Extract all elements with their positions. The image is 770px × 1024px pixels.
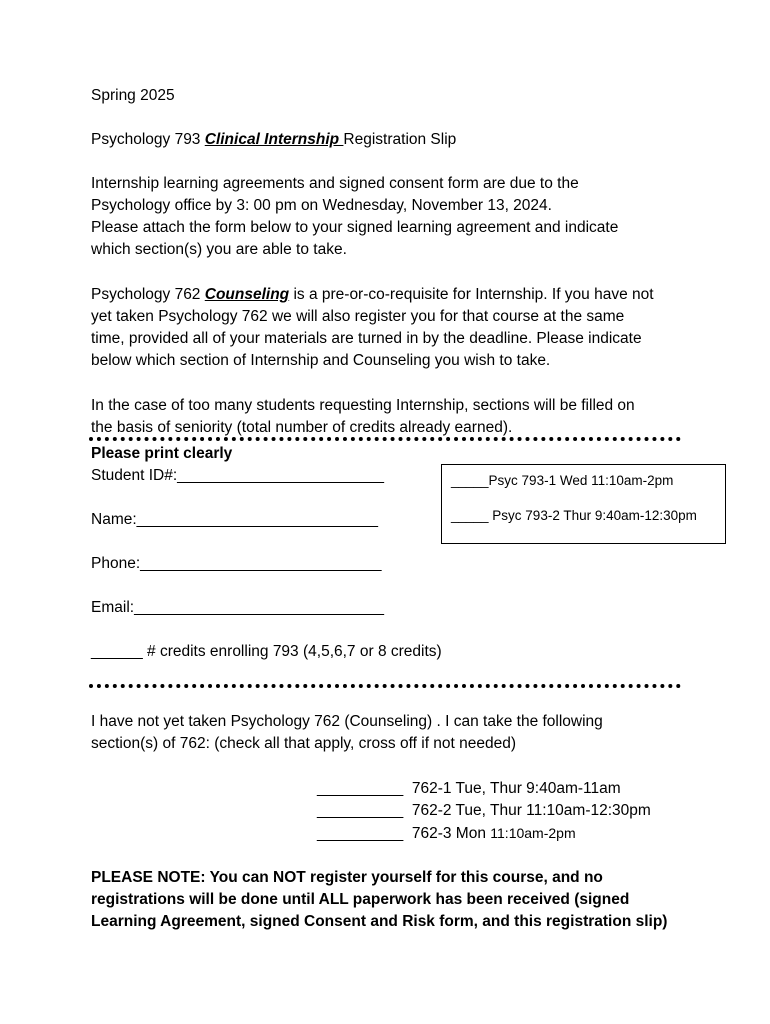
section-label: Psyc 793-2 Thur 9:40am-12:30pm	[488, 508, 697, 523]
intro-line: Please attach the form below to your signed learning agreement and indicate	[91, 219, 619, 236]
credits-field[interactable]: ______ # credits enrolling 793 (4,5,6,7 or 8 credits)	[91, 643, 442, 660]
student-id-field[interactable]: Student ID#:________________________	[91, 467, 385, 484]
section-blank[interactable]: _____	[451, 508, 489, 523]
print-clearly-label: Please print clearly	[91, 445, 233, 462]
counseling-paragraph	[91, 711, 711, 755]
section-label: 762-3 Mon	[411, 825, 491, 842]
intro-paragraph	[91, 173, 711, 261]
seniority-line: In the case of too many students requesting Internship, sections will be filled on	[91, 397, 635, 414]
dotted-divider-top	[89, 437, 681, 441]
title-suffix: Registration Slip	[343, 131, 457, 148]
title-emphasis: Clinical Internship	[204, 131, 344, 148]
note-line: registrations will be done until ALL paperwork has been received (signed	[91, 891, 630, 908]
prereq-prefix: Psychology 762	[91, 286, 205, 303]
counseling-section-option[interactable]	[317, 800, 651, 822]
section-label-time: 11:10am-2pm	[490, 825, 576, 841]
note-line: PLEASE NOTE: You can NOT register yourself for this course, and no	[91, 869, 603, 886]
section-blank[interactable]: _____	[451, 473, 489, 488]
email-field[interactable]: Email:_____________________________	[91, 599, 385, 616]
counseling-line: section(s) of 762: (check all that apply, cross off if not needed)	[91, 735, 517, 752]
internship-section-option[interactable]	[451, 508, 697, 523]
prereq-line: time, provided all of your materials are turned in by the deadline. Please indicate	[91, 330, 642, 347]
counseling-section-option[interactable]	[317, 822, 576, 845]
section-blank[interactable]: __________	[317, 780, 404, 797]
section-blank[interactable]: __________	[317, 825, 404, 842]
intro-line: Psychology office by 3: 00 pm on Wednesday, November 13, 2024.	[91, 197, 552, 214]
form-title	[91, 129, 456, 151]
intro-line: which section(s) you are able to take.	[91, 241, 347, 258]
section-label: 762-1 Tue, Thur 9:40am-11am	[411, 780, 621, 797]
registration-note	[91, 867, 711, 933]
prereq-emphasis: Counseling	[204, 286, 290, 303]
section-blank[interactable]: __________	[317, 802, 404, 819]
section-label: 762-2 Tue, Thur 11:10am-12:30pm	[411, 802, 651, 819]
seniority-paragraph	[91, 395, 711, 439]
counseling-line: I have not yet taken Psychology 762 (Counseling) . I can take the following	[91, 713, 603, 730]
prereq-paragraph	[91, 284, 711, 372]
counseling-section-option[interactable]	[317, 778, 621, 800]
name-field[interactable]: Name:____________________________	[91, 511, 379, 528]
prereq-line: yet taken Psychology 762 we will also register you for that course at the same	[91, 308, 625, 325]
section-label: Psyc 793-1 Wed 11:10am-2pm	[488, 473, 674, 488]
intro-line: Internship learning agreements and signed consent form are due to the	[91, 175, 579, 192]
internship-section-option[interactable]	[451, 473, 673, 488]
note-line: Learning Agreement, signed Consent and Risk form, and this registration slip)	[91, 913, 668, 930]
semester-heading: Spring 2025	[91, 87, 175, 104]
prereq-suffix: is a pre-or-co-requisite for Internship. If you have not	[289, 286, 654, 303]
phone-field[interactable]: Phone:____________________________	[91, 555, 382, 572]
prereq-line: below which section of Internship and Counseling you wish to take.	[91, 352, 551, 369]
seniority-line: the basis of seniority (total number of credits already earned).	[91, 419, 513, 436]
prereq-line	[91, 284, 711, 306]
title-prefix: Psychology 793	[91, 131, 205, 148]
dotted-divider-bottom	[89, 684, 681, 688]
internship-sections-box	[441, 464, 726, 544]
